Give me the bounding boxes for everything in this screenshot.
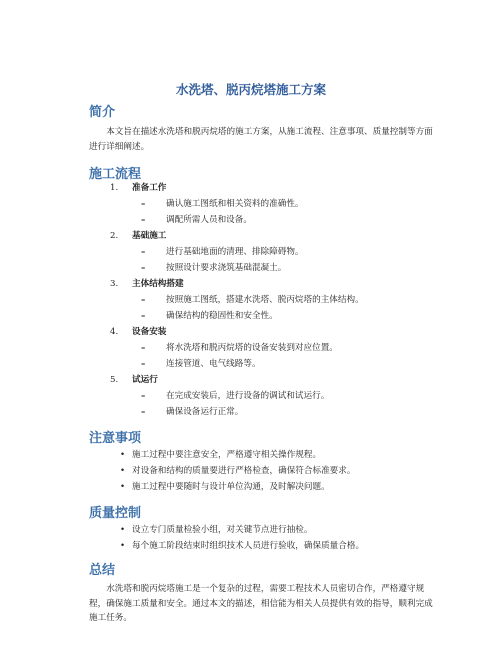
intro-paragraph: 本文旨在描述水洗塔和脱丙烷塔的施工方案，从施工流程、注意事项、质量控制等方面进行详细阐述。 <box>89 127 433 152</box>
step-subitem-text: 进行基础地面的清理、排除障碍物。 <box>166 247 304 257</box>
notes-item-text: 施工过程中要注意安全，严格遵守相关操作规程。 <box>132 450 322 460</box>
step-subitem: – 按照施工图纸，搭建水洗塔、脱丙烷塔的主体结构。 <box>141 295 364 305</box>
step-subitem-text: 确保设备运行正常。 <box>166 407 244 417</box>
summary-paragraph: 水洗塔和脱丙烷塔施工是一个复杂的过程，需要工程技术人员密切合作，严格遵守规程，确保施工质量和安全。通过本文的描述，相信能为相关人员提供有效的指导，顺利完成施工任务。 <box>89 584 433 623</box>
heading-quality: 质量控制 <box>89 506 142 521</box>
step-subitem: – 按照设计要求浇筑基础混凝土。 <box>141 263 287 273</box>
quality-item-text: 设立专门质量检验小组，对关键节点进行抽检。 <box>132 525 313 535</box>
quality-item <box>120 523 312 535</box>
step-subitem: – 确保结构的稳固性和安全性。 <box>141 311 278 321</box>
quality-item-text: 每个施工阶段结束时组织技术人员进行验收，确保质量合格。 <box>132 541 365 551</box>
notes-item <box>120 480 330 492</box>
step-subitem: – 进行基础地面的清理、排除障碍物。 <box>141 247 304 257</box>
step-label: 试运行 <box>132 375 158 385</box>
step-label: 准备工作 <box>132 183 167 193</box>
document-title: 水洗塔、脱丙烷塔施工方案 <box>175 82 326 97</box>
step-label: 设备安装 <box>132 327 167 337</box>
step-number: 2. <box>110 231 119 241</box>
step-item <box>110 373 158 385</box>
notes-item-text: 施工过程中要随时与设计单位沟通，及时解决问题。 <box>132 482 330 492</box>
bullet-icon: • <box>120 525 126 535</box>
step-subitem-text: 在完成安装后，进行设备的调试和试运行。 <box>166 391 330 401</box>
step-subitem-text: 确认施工图纸和相关资料的准确性。 <box>166 199 304 209</box>
quality-item <box>120 539 364 551</box>
step-subitem: – 将水洗塔和脱丙烷塔的设备安装到对应位置。 <box>141 343 338 353</box>
step-subitem: – 确保设备运行正常。 <box>141 407 244 417</box>
notes-item-text: 对设备和结构的质量要进行严格检查，确保符合标准要求。 <box>132 466 356 476</box>
step-subitem-text: 连接管道、电气线路等。 <box>166 359 261 369</box>
heading-summary: 总结 <box>89 563 116 578</box>
step-number: 5. <box>110 375 119 385</box>
step-number: 1. <box>110 183 119 193</box>
step-subitem: – 确认施工图纸和相关资料的准确性。 <box>141 199 304 209</box>
step-label: 基础施工 <box>132 231 167 241</box>
step-subitem: – 调配所需人员和设备。 <box>141 215 252 225</box>
heading-intro: 简介 <box>89 105 116 120</box>
step-number: 4. <box>110 327 119 337</box>
heading-notes: 注意事项 <box>89 431 142 446</box>
notes-item <box>120 448 321 460</box>
step-number: 3. <box>110 279 119 289</box>
step-subitem-text: 将水洗塔和脱丙烷塔的设备安装到对应位置。 <box>166 343 338 353</box>
step-label: 主体结构搭建 <box>132 279 184 289</box>
step-subitem-text: 按照施工图纸，搭建水洗塔、脱丙烷塔的主体结构。 <box>166 295 364 305</box>
step-item <box>110 325 166 337</box>
bullet-icon: • <box>120 482 126 492</box>
step-item <box>110 229 166 241</box>
step-item <box>110 181 166 193</box>
notes-item <box>120 464 355 476</box>
heading-process: 施工流程 <box>89 167 142 182</box>
bullet-icon: • <box>120 541 126 551</box>
step-subitem-text: 确保结构的稳固性和安全性。 <box>166 311 278 321</box>
step-subitem: – 在完成安装后，进行设备的调试和试运行。 <box>141 391 330 401</box>
step-item <box>110 277 184 289</box>
bullet-icon: • <box>120 466 126 476</box>
step-subitem: – 连接管道、电气线路等。 <box>141 359 261 369</box>
step-subitem-text: 调配所需人员和设备。 <box>166 215 252 225</box>
bullet-icon: • <box>120 450 126 460</box>
step-subitem-text: 按照设计要求浇筑基础混凝土。 <box>166 263 287 273</box>
